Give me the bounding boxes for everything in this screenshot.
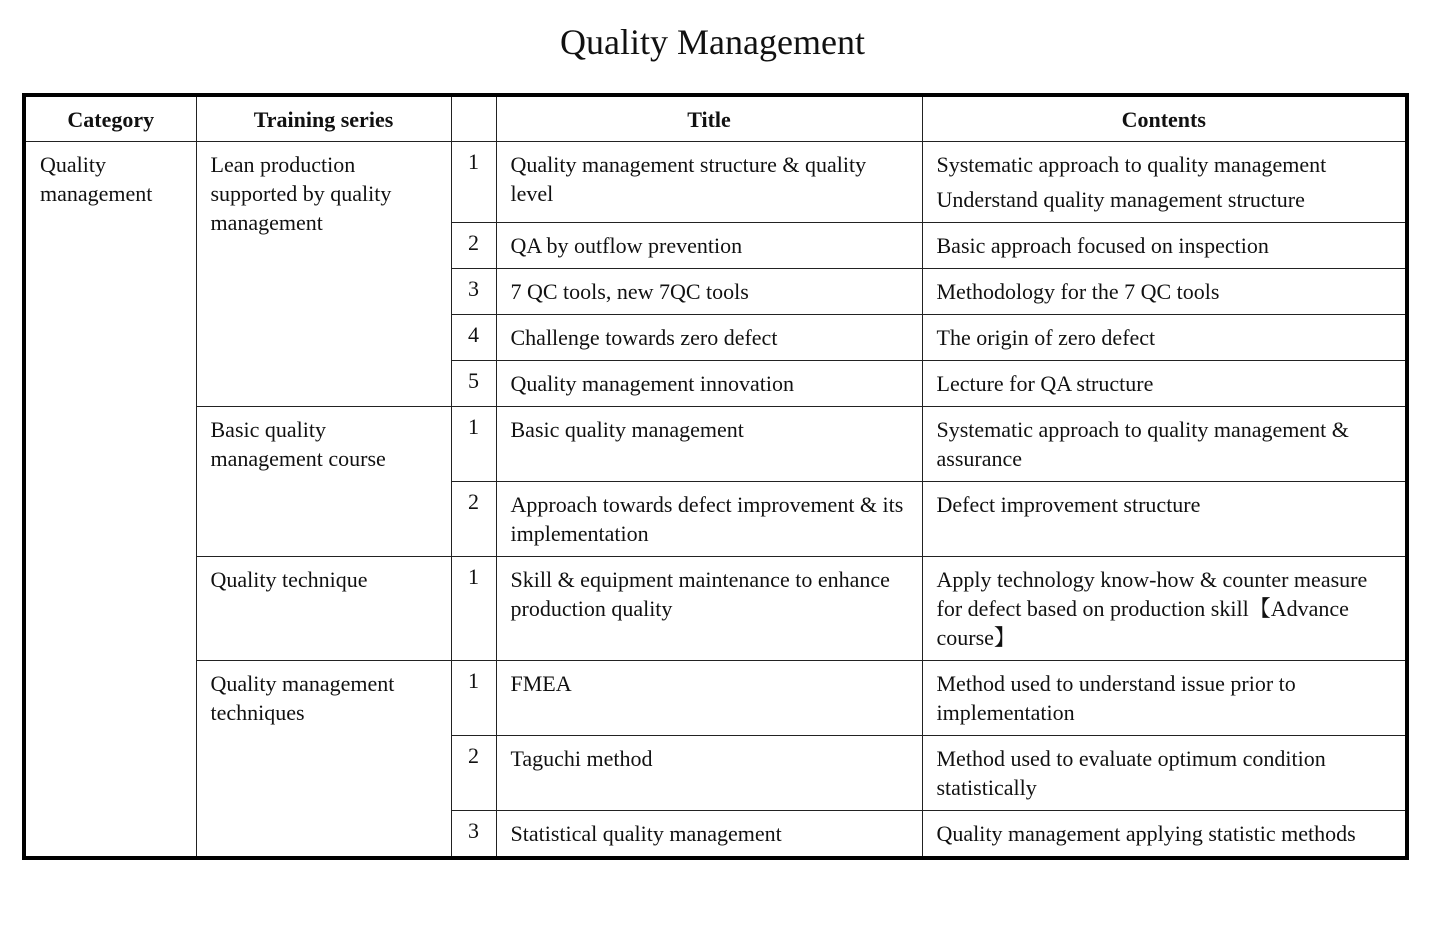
training-series-cell: Quality management techniques [196,661,451,859]
course-contents-cell [922,315,1407,361]
course-contents-cell [922,269,1407,315]
row-number-cell: 2 [451,482,496,557]
contents-line: Method used to evaluate optimum condition statistically [936,746,1326,800]
course-contents-cell [922,557,1407,661]
category-cell: Quality management [24,142,196,859]
course-title-cell: Challenge towards zero defect [496,315,922,361]
course-contents-cell [922,811,1407,859]
course-title-cell: Taguchi method [496,736,922,811]
row-number-cell: 5 [451,361,496,407]
contents-line: Understand quality management structure [936,187,1305,212]
contents-line: The origin of zero defect [936,325,1156,350]
header-training-series: Training series [196,95,451,142]
course-title-cell: Skill & equipment maintenance to enhance production quality [496,557,922,661]
row-number-cell: 1 [451,661,496,736]
course-title-cell: Quality management structure & quality level [496,142,922,223]
course-title-cell: FMEA [496,661,922,736]
contents-line: Defect improvement structure [936,492,1201,517]
contents-line: Methodology for the 7 QC tools [936,279,1220,304]
contents-line: Basic approach focused on inspection [936,233,1269,258]
contents-line: Lecture for QA structure [936,371,1154,396]
table-row [24,661,1407,736]
contents-line: Quality management applying statistic methods [936,821,1356,846]
table-row [24,557,1407,661]
row-number-cell: 2 [451,736,496,811]
course-title-cell: Approach towards defect improvement & its implementation [496,482,922,557]
course-contents-cell [922,736,1407,811]
table-row [24,407,1407,482]
table-row [24,142,1407,223]
training-series-cell: Lean production supported by quality management [196,142,451,407]
contents-line: Method used to understand issue prior to implementation [936,671,1296,725]
contents-line: Systematic approach to quality management [936,152,1327,177]
row-number-cell: 1 [451,407,496,482]
course-title-cell: 7 QC tools, new 7QC tools [496,269,922,315]
course-title-cell: Quality management innovation [496,361,922,407]
course-contents-cell [922,223,1407,269]
row-number-cell: 3 [451,269,496,315]
course-title-cell: QA by outflow prevention [496,223,922,269]
course-title-cell: Statistical quality management [496,811,922,859]
course-contents-cell [922,142,1407,223]
course-title-cell: Basic quality management [496,407,922,482]
contents-line: Systematic approach to quality management & assurance [936,417,1349,471]
row-number-cell: 1 [451,142,496,223]
table-header-row [24,95,1407,142]
course-contents-cell [922,661,1407,736]
page-title: Quality Management [560,22,865,62]
table-body [24,142,1407,859]
training-series-cell: Basic quality management course [196,407,451,557]
header-category: Category [24,95,196,142]
row-number-cell: 2 [451,223,496,269]
course-contents-cell [922,361,1407,407]
header-contents: Contents [922,95,1407,142]
training-series-cell: Quality technique [196,557,451,661]
header-title: Title [496,95,922,142]
row-number-cell: 3 [451,811,496,859]
contents-line: Apply technology know-how & counter measure for defect based on production skill【Advance course】 [936,567,1368,650]
row-number-cell: 4 [451,315,496,361]
header-number [451,95,496,142]
course-contents-cell [922,482,1407,557]
course-contents-cell [922,407,1407,482]
row-number-cell: 1 [451,557,496,661]
training-course-table [22,93,1409,860]
